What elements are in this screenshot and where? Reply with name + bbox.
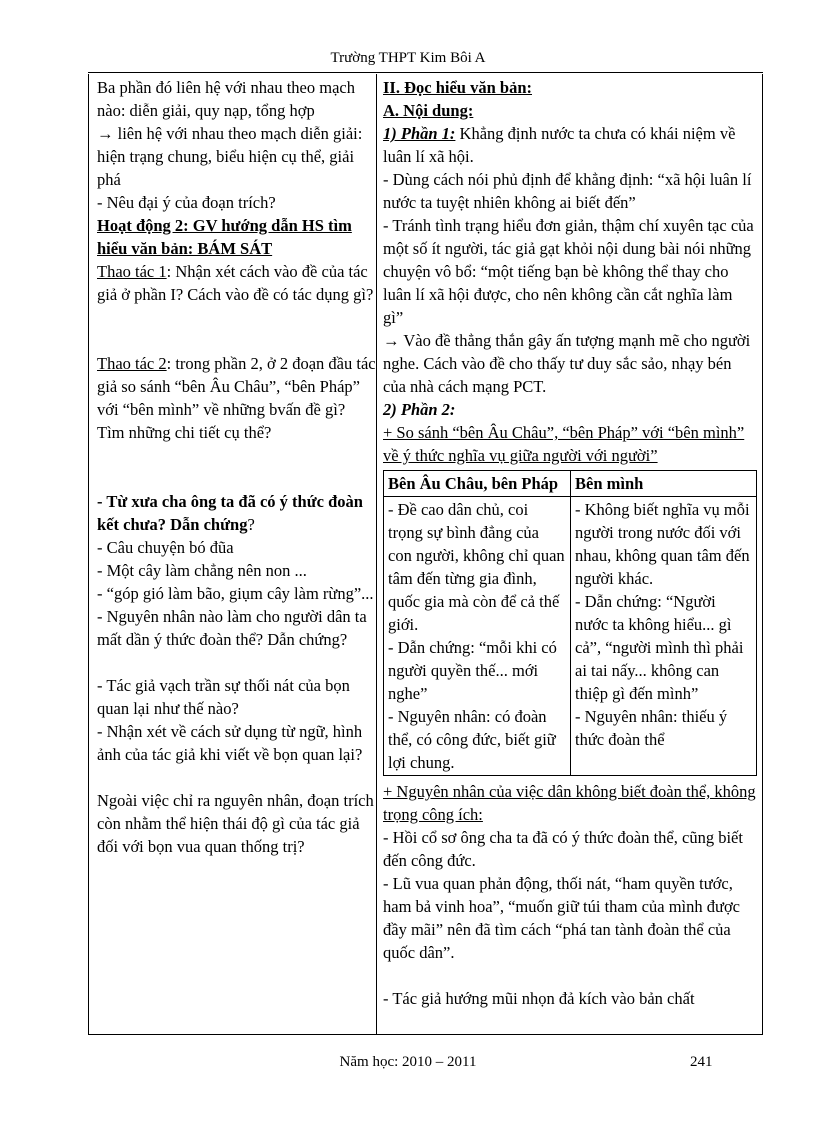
step-1-label: Thao tác 1 bbox=[97, 262, 167, 281]
cause-title: + Nguyên nhân của việc dân không biết đoàn thể, không trọng công ích: bbox=[383, 782, 756, 824]
wording-question: - Nhận xét về cách sử dụng từ ngữ, hình ảnh của tác giả khi viết về bọn quan lại? bbox=[97, 722, 363, 764]
activity-2-title: Hoạt động 2: GV hướng dẫn HS tìm hiểu văn bản: BÁM SÁT bbox=[97, 216, 352, 258]
intro-main-idea-question: - Nêu đại ý của đoạn trích? bbox=[97, 193, 276, 212]
part-1 bbox=[383, 122, 756, 168]
question-unity-bold: - Từ xưa cha ông ta đã có ý thức đoàn kết chưa? Dẫn chứng bbox=[97, 492, 363, 534]
unity-example: - Câu chuyện bó đũa bbox=[97, 538, 234, 557]
step-2 bbox=[97, 352, 376, 444]
part-1-label: 1) Phần 1: bbox=[383, 124, 456, 143]
table-header-europe: Bên Âu Châu, bên Pháp bbox=[384, 471, 571, 497]
unity-example: - “góp gió làm bão, giụm cây làm rừng”... bbox=[97, 584, 374, 603]
comparison-title: + So sánh “bên Âu Châu”, “bên Pháp” với “bên mình” về ý thức nghĩa vụ giữa người với người” bbox=[383, 423, 745, 465]
step-1 bbox=[97, 260, 376, 306]
teacher-student-column bbox=[88, 74, 377, 1034]
europe-cause: - Nguyên nhân: có đoàn thể, có công đức, biết giữ lợi chung. bbox=[388, 707, 556, 772]
step-1-text: : Nhận xét cách vào đề của tác giả ở phần I? Cách vào đề có tác dụng gì? bbox=[97, 262, 374, 304]
header-rule bbox=[88, 72, 763, 73]
vietnam-evidence: - Dẫn chứng: “Người nước ta không hiểu... gì cả”, “người mình thì phải ai tai nấy... không can thiệp gì đến mình” bbox=[575, 592, 744, 703]
europe-cell bbox=[384, 497, 571, 776]
vietnam-point: - Không biết nghĩa vụ mỗi người trong nước đối với nhau, không quan tâm đến người khác. bbox=[575, 500, 750, 588]
part-1-text: Khẳng định nước ta chưa có khái niệm về luân lí xã hội. bbox=[383, 124, 736, 166]
europe-evidence: - Dẫn chứng: “mỗi khi có người quyền thế... mới nghe” bbox=[388, 638, 557, 703]
school-year: Năm học: 2010 – 2011 bbox=[339, 1054, 477, 1070]
table-header-vietnam: Bên mình bbox=[571, 471, 757, 497]
europe-point: - Đề cao dân chủ, coi trọng sự bình đẳng của con người, không chỉ quan tâm đến từng gia đình, quốc gia mà còn để cả thế giới. bbox=[388, 500, 565, 634]
vietnam-cause: - Nguyên nhân: thiếu ý thức đoàn thể bbox=[575, 707, 728, 749]
part-2-label: 2) Phần 2: bbox=[383, 400, 456, 419]
intro-question: Ba phần đó liên hệ với nhau theo mạch nào: diễn giải, quy nạp, tổng hợp bbox=[97, 78, 355, 120]
page-header: Trường THPT Kim Bôi A bbox=[330, 50, 486, 66]
question-unity-tail: ? bbox=[247, 515, 255, 534]
content-column bbox=[377, 74, 763, 1034]
officials-question: - Tác giả vạch trần sự thối nát của bọn quan lại như thế nào? bbox=[97, 676, 350, 718]
cause-item: - Lũ vua quan phản động, thối nát, “ham quyền tước, ham bả vinh hoa”, “muốn giữ túi tham của mình được đầy mãi” nên đã tìm cách “phá tan tành đoàn thể của quốc dân”. bbox=[383, 874, 740, 962]
comparison-table bbox=[383, 470, 757, 776]
question-unity bbox=[97, 490, 376, 536]
step-2-label: Thao tác 2 bbox=[97, 354, 167, 373]
vietnam-cell bbox=[571, 497, 757, 776]
part-1-item: - Tránh tình trạng hiểu đơn giản, thậm chí xuyên tạc của một số ít người, tác giả gạt khỏi nội dung bài nói những chuyện vô bổ: “một tiếng bạn bè không thể thay cho luân lí xã hội được, cho nên không cần cắt nghĩa làm gì” bbox=[383, 216, 754, 327]
intro-answer: → liên hệ với nhau theo mạch diễn giải: hiện trạng chung, biểu hiện cụ thể, giải phá bbox=[97, 124, 363, 189]
cause-item: - Hồi cổ sơ ông cha ta đã có ý thức đoàn thể, cũng biết đến công đức. bbox=[383, 828, 743, 870]
critique-item: - Tác giả hướng mũi nhọn đả kích vào bản chất bbox=[383, 989, 695, 1008]
cause-question: - Nguyên nhân nào làm cho người dân ta mất dần ý thức đoàn thể? Dẫn chứng? bbox=[97, 607, 367, 649]
subsection-title: A. Nội dung: bbox=[383, 101, 474, 120]
step-2-text: : trong phần 2, ở 2 đoạn đầu tác giả so sánh “bên Âu Châu”, “bên Pháp” với “bên mình” về những bvấn đề gì? Tìm những chi tiết cụ thể? bbox=[97, 354, 376, 442]
part-1-conclusion: → Vào đề thẳng thắn gây ấn tượng mạnh mẽ cho người nghe. Cách vào đề cho thấy tư duy sắc sảo, nhạy bén của nhà cách mạng PCT. bbox=[383, 331, 751, 396]
part-1-item: - Dùng cách nói phủ định để khẳng định: “xã hội luân lí nước ta tuyệt nhiên không ai biết đến” bbox=[383, 170, 752, 212]
unity-example: - Một cây làm chẳng nên non ... bbox=[97, 561, 307, 580]
page-number: 241 bbox=[690, 1054, 713, 1070]
table-bottom-rule bbox=[88, 1034, 763, 1035]
section-title: II. Đọc hiểu văn bản: bbox=[383, 78, 532, 97]
attitude-question: Ngoài việc chỉ ra nguyên nhân, đoạn trích còn nhằm thể hiện thái độ gì của tác giả đối với bọn vua quan thống trị? bbox=[97, 791, 374, 856]
